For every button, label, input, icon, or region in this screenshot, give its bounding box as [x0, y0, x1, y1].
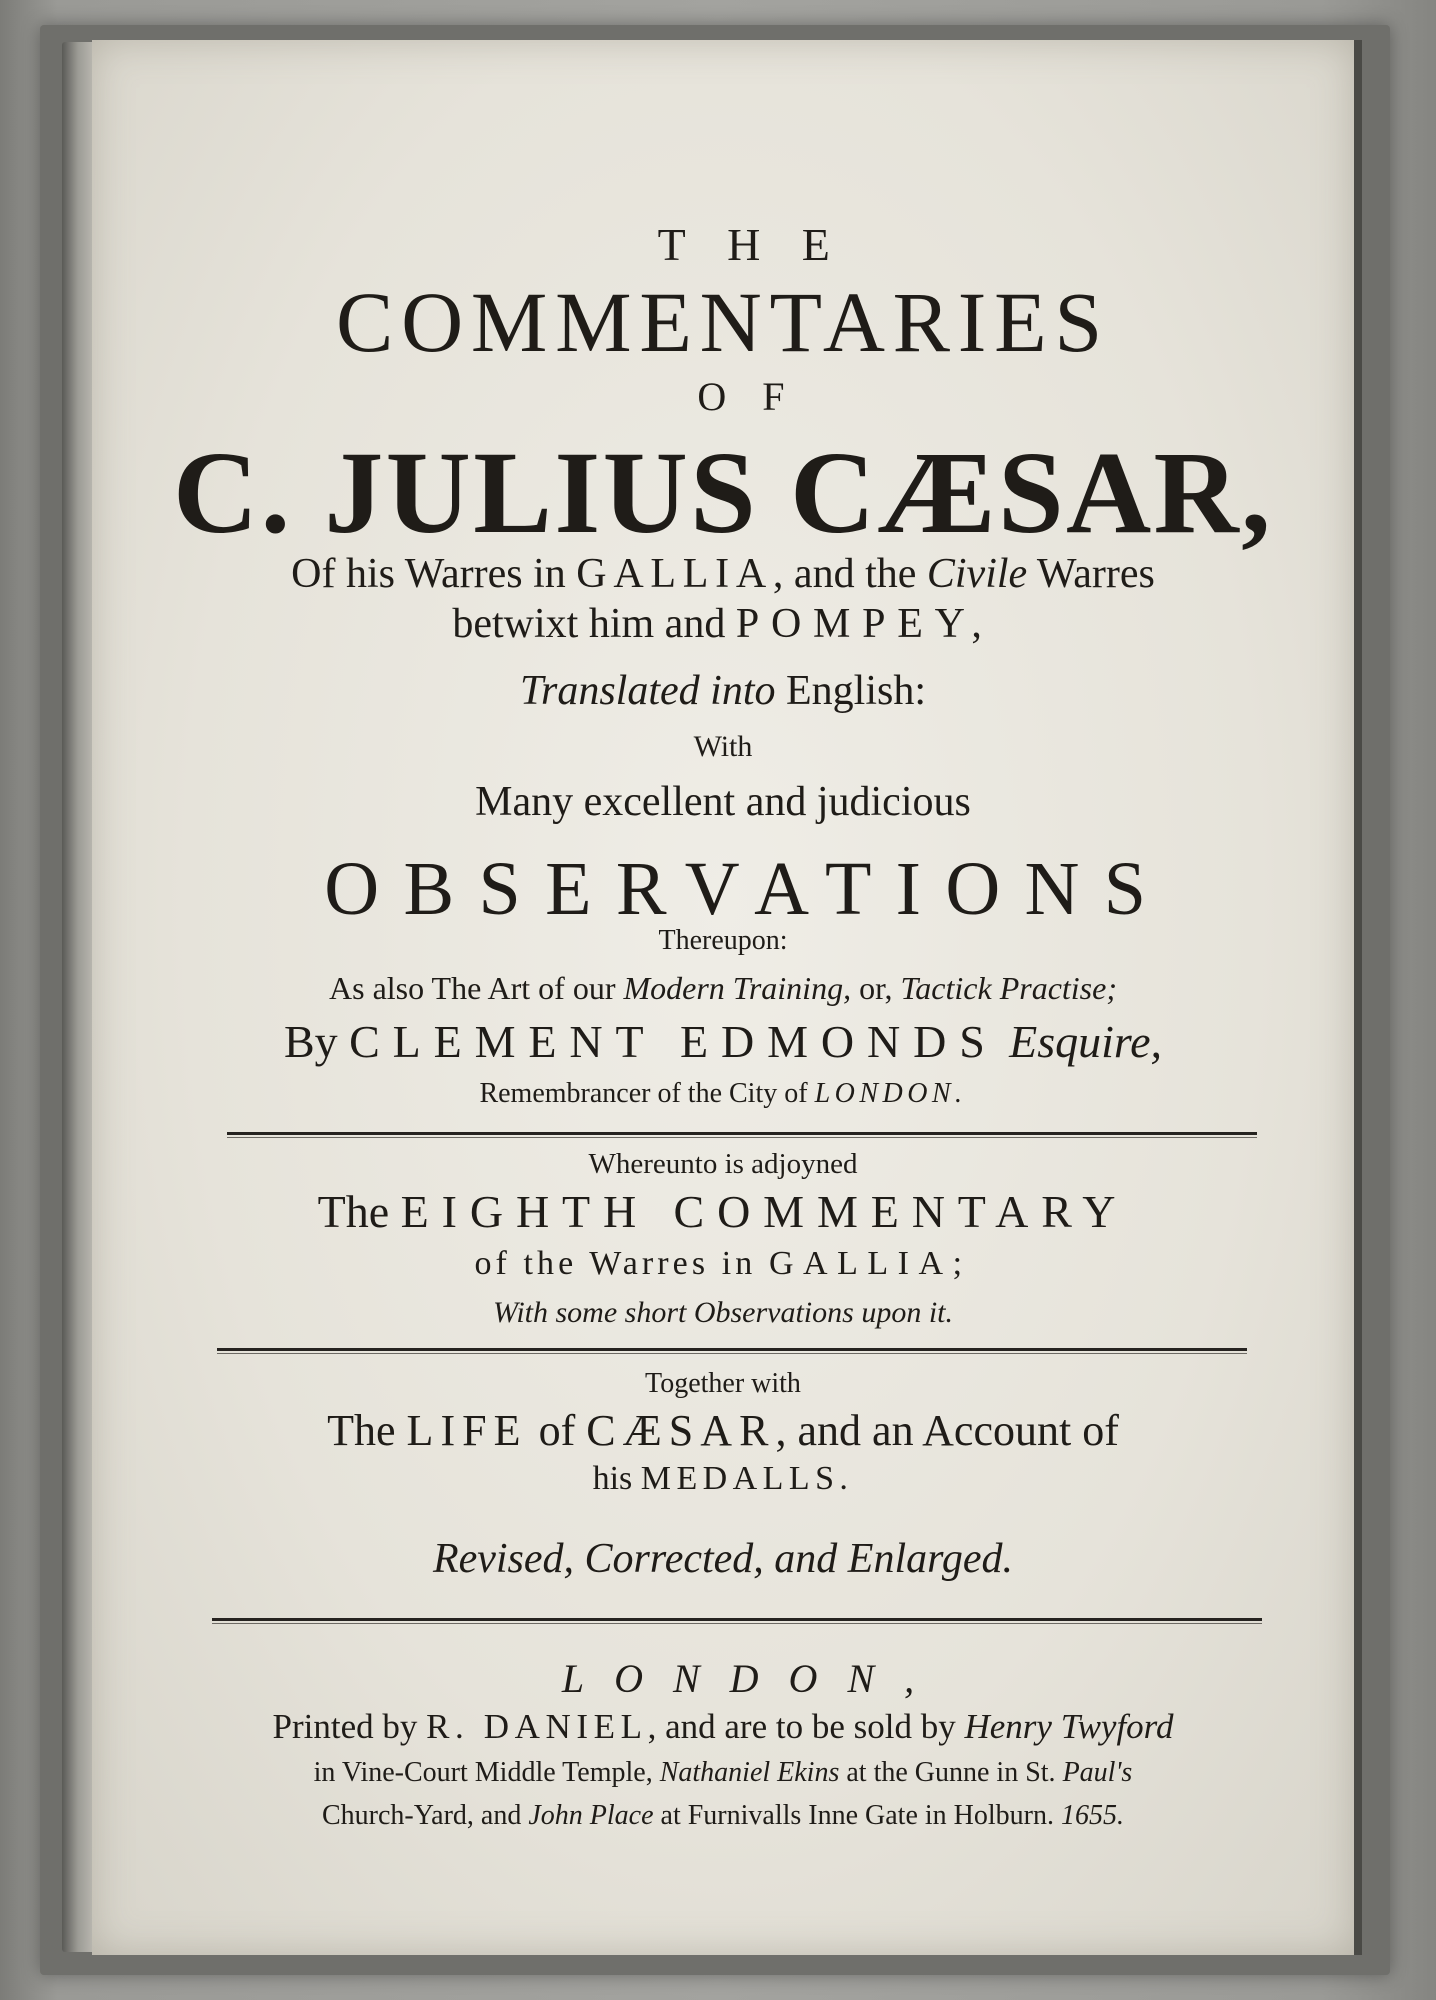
life-post: , and an Account of — [775, 1406, 1119, 1455]
heading-eighth-commentary — [92, 1185, 1354, 1238]
heading-of: OF — [697, 374, 821, 419]
text-as-also — [92, 970, 1354, 1007]
subtitle-warres-mid: , and the — [772, 551, 927, 597]
eighth-pre: The — [317, 1186, 401, 1237]
subtitle-warres-pre: Of his Warres in — [291, 551, 577, 597]
life-caesar: CÆSAR — [586, 1406, 776, 1455]
heading-life-of-caesar — [92, 1405, 1354, 1456]
eighth-caps: EIGHTH COMMENTARY — [400, 1186, 1129, 1237]
text-short-observations: With some short Observations upon it. — [492, 1296, 953, 1329]
subtitle-civile: Civile — [926, 551, 1028, 597]
divider-rule-2 — [217, 1348, 1247, 1351]
of-warres-gallia: GALLIA; — [768, 1245, 972, 1282]
printed-twyford: Henry Twyford — [964, 1707, 1174, 1746]
author-clement-edmonds: CLEMENT EDMONDS — [349, 1016, 998, 1067]
vine-pauls: Paul's — [1062, 1757, 1133, 1788]
heading-author-name: C. JULIUS CÆSAR, — [173, 427, 1273, 558]
translated-italic: Translated into — [519, 668, 776, 714]
subtitle-betwixt — [92, 600, 1354, 648]
text-medalls — [92, 1460, 1354, 1498]
author-by: By — [283, 1016, 350, 1067]
as-also-pre: As also The Art of our — [329, 970, 624, 1006]
medalls-pre: his — [592, 1460, 641, 1497]
vine-ekins: Nathaniel Ekins — [659, 1757, 840, 1788]
printed-pre: Printed by — [272, 1707, 427, 1746]
imprint-printed-by — [92, 1707, 1354, 1747]
subtitle-gallia: GALLIA — [576, 551, 773, 597]
vine-pre: in Vine-Court Middle Temple, — [313, 1757, 660, 1788]
title-page — [92, 40, 1362, 1955]
subtitle-betwixt-pre: betwixt him and — [452, 601, 736, 647]
text-thereupon: Thereupon: — [658, 925, 788, 956]
tactick-practise: Tactick Practise; — [900, 970, 1117, 1006]
life-mid: of — [527, 1406, 587, 1455]
of-warres-pre: of the Warres in — [474, 1245, 769, 1282]
as-also-mid: or, — [851, 970, 901, 1006]
heading-the: THE — [657, 219, 872, 270]
life-caps: LIFE — [406, 1406, 528, 1455]
church-pre: Church-Yard, and — [321, 1800, 529, 1831]
life-pre: The — [327, 1406, 407, 1455]
author-line — [92, 1015, 1354, 1068]
imprint-london: LONDON, — [561, 1656, 945, 1701]
text-revised: Revised, Corrected, and Enlarged. — [432, 1536, 1014, 1582]
text-whereunto: Whereunto is adjoyned — [588, 1148, 858, 1180]
imprint-vine-court — [92, 1757, 1354, 1789]
heading-observations: OBSERVATIONS — [324, 847, 1171, 931]
church-place: John Place — [528, 1800, 654, 1831]
title-page-content — [92, 40, 1354, 1955]
vine-mid: at the Gunne in St. — [839, 1757, 1063, 1788]
printed-mid: , and are to be sold by — [647, 1707, 965, 1746]
printed-daniel: R. DANIEL — [426, 1707, 648, 1746]
remembrancer-london: LONDON. — [814, 1078, 967, 1109]
remembrancer-pre: Remembrancer of the City of — [479, 1078, 815, 1109]
text-many-excellent: Many excellent and judicious — [475, 779, 971, 825]
subtitle-translated — [92, 667, 1354, 715]
translated-english: English: — [775, 668, 927, 714]
subtitle-warres-post: Warres — [1027, 551, 1155, 597]
church-year: 1655. — [1061, 1800, 1124, 1831]
divider-rule-1 — [227, 1132, 1257, 1135]
text-of-the-warres — [92, 1245, 1354, 1283]
imprint-church-yard — [92, 1800, 1354, 1832]
text-with: With — [693, 730, 753, 763]
medalls-caps: MEDALLS. — [640, 1460, 854, 1497]
author-esquire: Esquire, — [997, 1016, 1163, 1067]
church-post: at Furnivalls Inne Gate in Holburn. — [653, 1800, 1061, 1831]
heading-commentaries: COMMENTARIES — [335, 274, 1111, 370]
modern-training: Modern Training, — [623, 970, 852, 1006]
subtitle-pompey: POMPEY, — [735, 601, 994, 647]
subtitle-warres — [92, 550, 1354, 598]
text-remembrancer — [92, 1078, 1354, 1110]
divider-rule-3 — [212, 1618, 1262, 1621]
text-together-with: Together with — [645, 1368, 801, 1399]
